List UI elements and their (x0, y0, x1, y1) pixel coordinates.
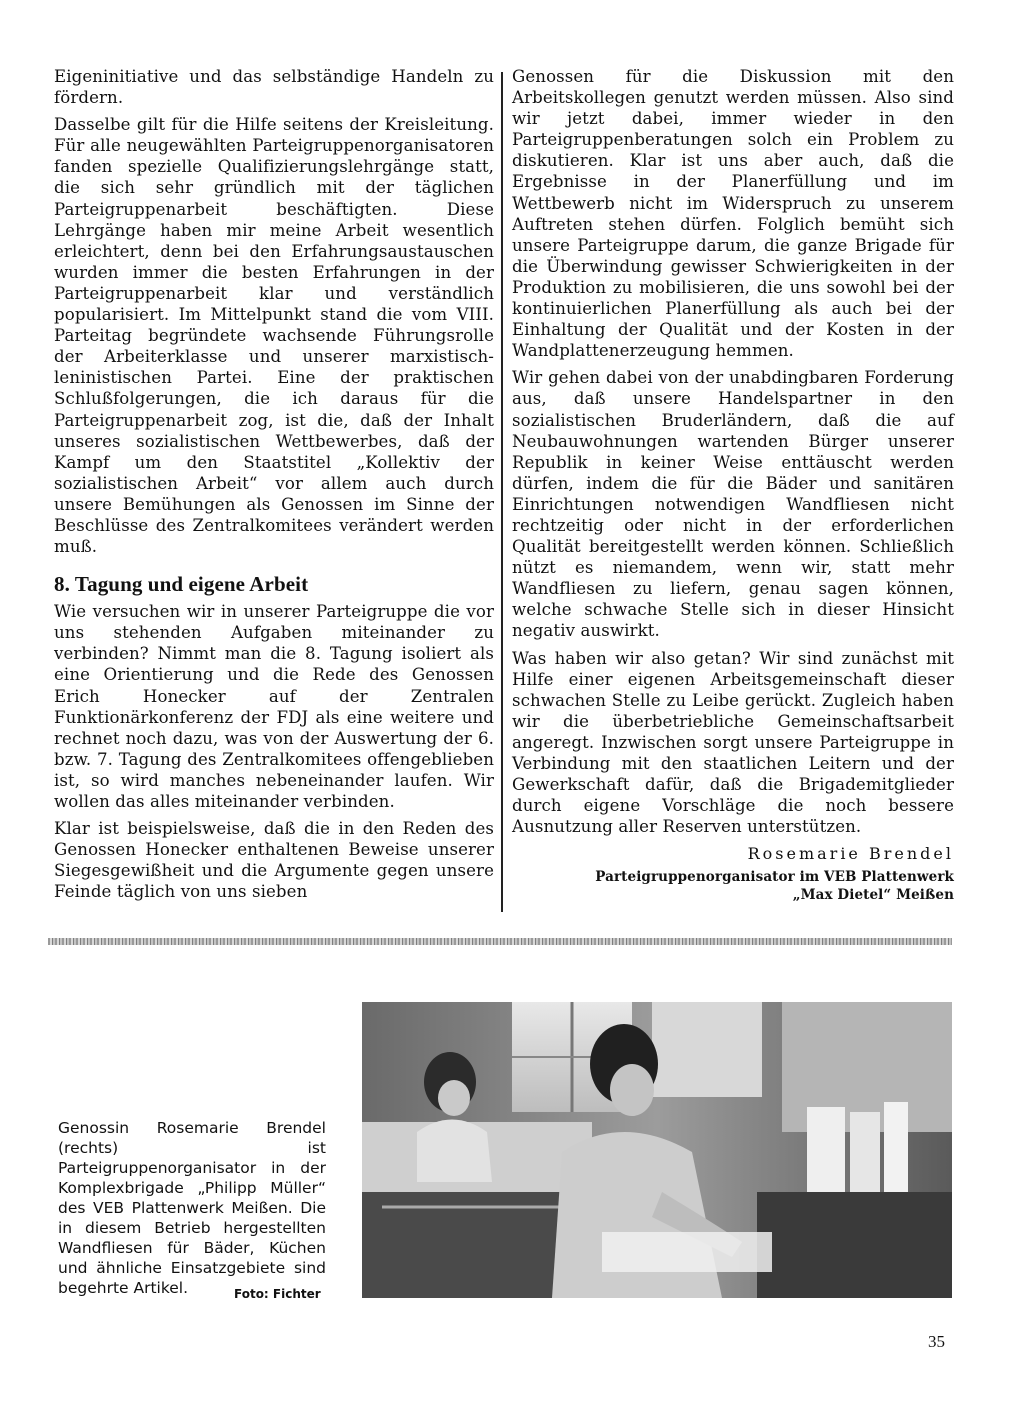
author-role-line-1: Parteigruppenorganisator im VEB Plattenwerk (595, 869, 954, 886)
section-paragraph-2: Klar ist beispielsweise, daß die in den Reden des Genossen Honecker enthaltenen Beweise unserer Siegesgewißheit und die Argumente gegen unsere Feinde täglich von uns sieben (54, 819, 494, 902)
section-heading: 8. Tagung und eigene Arbeit (54, 572, 309, 597)
left-paragraph-2: Dasselbe gilt für die Hilfe seitens der Kreisleitung. Für alle neugewählten Parteigruppenorganisatoren fanden spezielle Qualifizierungslehrgänge statt, die sich sehr gründlich mit der täglichen Parteigruppenarbeit beschäftigten. Diese Lehrgänge haben mir meine Arbeit wesentlich erleichtert, denn bei den Erfahrungsaustauschen wurden immer die besten Erfahrungen in der Parteigruppenarbeit klar und verständlich popularisiert. Im Mittelpunkt stand die vom VIII. Parteitag begründete wachsende Führungsrolle der Arbeiterklasse und unserer marxistisch-leninistischen Partei. Eine der praktischen Schlußfolgerungen, die ich daraus für die Parteigruppenarbeit zog, ist die, daß der Inhalt unseres sozialistischen Wettbewerbes, daß der Kampf um den Staatstitel „Kollektiv der sozialistischen Arbeit“ vor allem auch durch unsere Bemühungen als Genossen im Sinne der Beschlüsse des Zentralkomitees verändert werden muß. (54, 115, 494, 557)
photo-caption: Genossin Rosemarie Brendel (rechts) ist Parteigruppenorganisator in der Komplexbrigade „Philipp Müller“ des VEB Plattenwerk Meißen. Die in diesem Betrieb hergestellten Wandfliesen für Bäder, Küchen und ähnliche Einsatzgebiete sind begehrte Artikel. (58, 1119, 326, 1297)
page-number: 35 (928, 1332, 945, 1351)
left-column (54, 66, 494, 908)
author-role-line-2: „Max Dietel“ Meißen (792, 887, 954, 904)
photo-credit: Foto: Fichter (234, 1287, 321, 1301)
author-name: Rosemarie Brendel (747, 844, 954, 864)
photo (362, 1002, 952, 1298)
photo-image (362, 1002, 952, 1298)
right-paragraph-3: Was haben wir also getan? Wir sind zunächst mit Hilfe einer eigenen Arbeitsgemeinschaft dieser schwachen Stelle zu Leibe gerückt. Zugleich haben wir die überbetriebliche Gemeinschaftsarbeit angeregt. Inzwischen sorgt unsere Parteigruppe in Verbindung mit den staatlichen Leitern und der Gewerkschaft dafür, daß die Brigademitglieder durch eigene Vorschläge die noch bessere Ausnutzung aller Reserven unterstützen. (512, 648, 954, 837)
column-divider (501, 72, 503, 912)
section-paragraph-1: Wie versuchen wir in unserer Parteigruppe die vor uns stehenden Aufgaben miteinander zu verbinden? Nimmt man die 8. Tagung isoliert als eine Orientierung und die Rede des Genossen Erich Honecker auf der Zentralen Funktionärkonferenz der FDJ als eine weitere und rechnet noch dazu, was von der Auswertung der 6. bzw. 7. Tagung des Zentralkomitees offengeblieben ist, so wird manches nebeneinander laufen. Wir wollen das alles miteinander verbinden. (54, 602, 494, 811)
right-paragraph-1: Genossen für die Diskussion mit den Arbeitskollegen genutzt werden müssen. Also sind wir jetzt dabei, immer wieder in den Parteigruppenberatungen solch ein Problem zu diskutieren. Klar ist uns aber auch, daß die Ergebnisse in der Planerfüllung und im Wettbewerb nicht im Widerspruch zu unserem Auftreten stehen dürfen. Folglich bemüht sich unsere Parteigruppe darum, die ganze Brigade für die Überwindung gewisser Schwierigkeiten in der Produktion zu mobilisieren, die uns sowohl bei der kontinuierlichen Planerfüllung als auch bei der Einhaltung der Qualität und der Kosten in der Wandplattenerzeugung hemmen. (512, 67, 954, 361)
right-column (512, 66, 954, 904)
section-separator (48, 938, 952, 945)
right-paragraph-2: Wir gehen dabei von der unabdingbaren Forderung aus, daß unsere Handelspartner in den sozialistischen Bruderländern, daß die auf Neubauwohnungen wartenden Bürger unserer Republik in keiner Weise enttäuscht werden dürfen, indem die für die Bäder und sanitären Einrichtungen notwendigen Wandfliesen nicht rechtzeitig oder nicht in der erforderlichen Qualität bereitgestellt werden können. Schließlich nützt es niemandem, wenn wir, statt mehr Wandfliesen zu liefern, genau sagen können, welche schwache Stelle sich in dieser Hinsicht negativ auswirkt. (512, 368, 954, 641)
left-paragraph-1: Eigeninitiative und das selbständige Handeln zu fördern. (54, 67, 494, 108)
